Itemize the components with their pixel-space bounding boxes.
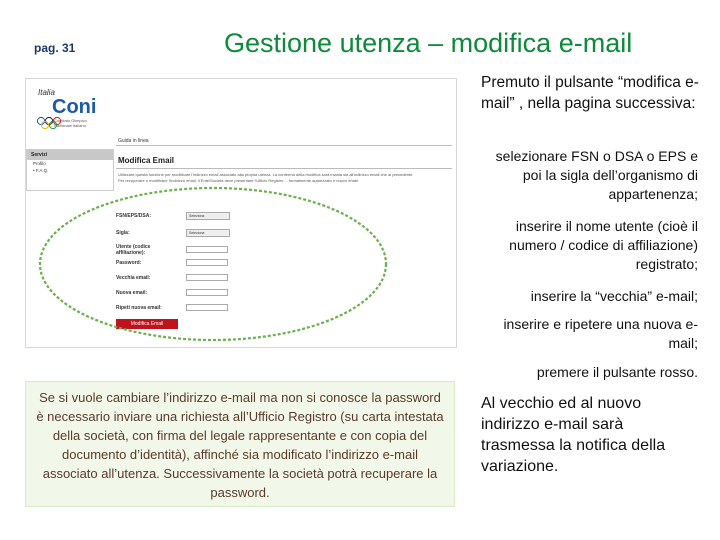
fsn-select[interactable]: Seleziona xyxy=(186,212,230,220)
coni-logo-subtitle: Comitato Olimpico Nazionale Italiano xyxy=(54,118,87,128)
instruction-step-4: inserire e ripetere una nuova e-mail; xyxy=(503,316,698,351)
highlight-ellipse xyxy=(26,79,456,347)
modifica-email-button[interactable]: Modifica Email xyxy=(116,319,178,329)
password-label: Password: xyxy=(116,260,142,266)
instructions-intro: Premuto il pulsante “modifica e-mail” , nella pagina successiva: xyxy=(481,74,699,112)
utente-label: Utente (codice affiliazione): xyxy=(116,244,151,256)
note-text: Se si vuole cambiare l’indirizzo e-mail ma non si conosce la password è necessario inviare una richiesta all’Ufficio Registro (su carta intestata della società, con firma del legale rappresentante e con copia del documento d’identità), affinché sia modificato l’indirizzo e-mail associato all’utenza. Successivamente la società potrà recuperare la password. xyxy=(36,390,444,500)
vecchia-email-label: Vecchia email: xyxy=(116,275,151,281)
coni-logo-name: Coni xyxy=(52,96,97,118)
sidebar-item-faq[interactable]: • F.A.Q. xyxy=(33,168,49,173)
nuova-email-label: Nuova email: xyxy=(116,290,148,296)
fsn-label: FSN/EPS/DSA: xyxy=(116,213,152,219)
sidebar-heading: Servizi xyxy=(27,150,113,160)
note-box xyxy=(25,381,455,507)
sigla-label: Sigla: xyxy=(116,230,130,236)
instruction-step-2: inserire il nome utente (cioè il numero / codice di affiliazione) registrato; xyxy=(509,218,698,272)
page-number: pag. 31 xyxy=(34,41,76,55)
conclusion-text: Al vecchio ed al nuovo indirizzo e-mail sarà trasmessa la notifica della variazione. xyxy=(481,395,666,475)
form-intro: Utilizzare questa funzione per modificare l'indirizzo email associato alla propria utenza. La conferma della modifica sarà inviata sia all'indirizzo email che al precedente. Per recuperare o modificare l'indirizzo email, il Ente/Società deve presentare l'Ufficio Registro ... formalmente autorizzato e nuovo email. xyxy=(118,172,414,183)
screenshot-image xyxy=(25,78,457,348)
sidebar-item-profilo[interactable]: Profilo xyxy=(33,161,46,166)
instruction-step-5: premere il pulsante rosso. xyxy=(536,364,698,380)
page-title: Gestione utenza – modifica e-mail xyxy=(224,28,633,58)
instruction-step-1: selezionare FSN o DSA o EPS e poi la sigla dell’organismo di appartenenza; xyxy=(495,148,698,202)
form-heading: Modifica Email xyxy=(118,156,175,165)
instruction-step-3: inserire la “vecchia” e-mail; xyxy=(530,288,698,304)
guida-link[interactable]: Guida in linea xyxy=(118,138,149,144)
sigla-select[interactable]: Seleziona xyxy=(186,229,230,237)
ripeti-email-label: Ripeti nuova email: xyxy=(116,305,162,311)
coni-logo-italia: Italia xyxy=(38,88,55,97)
